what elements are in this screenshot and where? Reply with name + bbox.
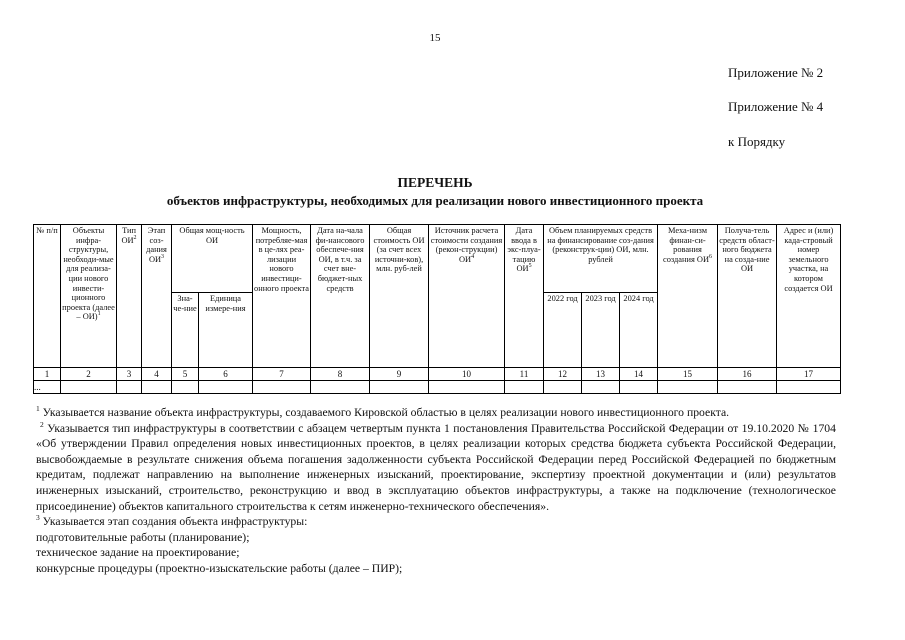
stage-line-3: конкурсные процедуры (проектно-изыскательские работы (далее – ПИР); (36, 561, 403, 575)
header-group-funding: Объем планируемых средств на финансирование соз-дания (реконструк-ции) ОИ, млн. рублей (544, 225, 658, 293)
header-col-1: № п/п (34, 225, 61, 368)
stage-line-1: подготовительные работы (планирование); (36, 530, 250, 544)
header-col-10: Источник расчета стоимости создания (рекон-струкции) $ОИ^4$ (429, 225, 505, 368)
header-col-3: Тип $ОИ^2$ (117, 225, 142, 368)
header-col-11: Дата ввода в экс-плуа-тацию $ОИ^5$ (505, 225, 544, 368)
header-col-9: Общая стоимость ОИ (за счет всех источни-ков), млн. руб-лей (370, 225, 429, 368)
footnote-3: $^3$ Указывается этап создания объекта инфраструктуры: (36, 513, 308, 529)
header-col-4: Этап соз-дания $ОИ^3$ (142, 225, 172, 368)
footnote-1: $^1$ Указывается название объекта инфраструктуры, создаваемого Кировской областью в целях реализации нового инвестиционного проекта. (36, 404, 730, 419)
column-number-row: 1 2 3 4 5 6 7 8 9 10 11 12 13 14 15 16 17 (34, 368, 841, 381)
document-subtitle: объектов инфраструктуры, необходимых для реализации нового инвестиционного проекта (166, 193, 704, 208)
header-col-13: 2023 год (582, 293, 620, 368)
header-group-capacity: Общая мощ-ность ОИ (172, 225, 253, 293)
header-col-7: Мощность, потребляе-мая в це-лях реа-лизации нового инвестици-онного проекта (253, 225, 311, 368)
footnotes (36, 405, 836, 577)
page-number: 15 (429, 32, 441, 44)
header-col-6: Единица измере-ния (199, 293, 253, 368)
table-row (34, 381, 841, 394)
header-col-17: Адрес и (или) када-стровый номер земельного участка, на котором создается ОИ (777, 225, 841, 368)
header-col-12: 2022 год (544, 293, 582, 368)
header-col-5: Зна-че-ние (172, 293, 199, 368)
header-col-16: Получа-тель средств област-ного бюджета на созда-ние ОИ (718, 225, 777, 368)
ellipsis-cell: ... (34, 381, 61, 394)
stage-line-2: техническое задание на проектирование; (36, 546, 240, 560)
infrastructure-table (33, 224, 841, 394)
header-col-14: 2024 год (620, 293, 658, 368)
document-title: ПЕРЕЧЕНЬ (397, 175, 473, 190)
header-col-2: Объекты инфра-структуры, необходи-мые для реализа-ции нового инвести-ционного проекта (далее – ОИ)$^1$ (61, 225, 117, 368)
appendix-line-1: Приложение № 2 (728, 65, 824, 80)
header-col-15: Меха-низм финан-си-рования создания $ОИ^6$ (658, 225, 718, 368)
appendix-line-2: Приложение № 4 (728, 99, 824, 114)
header-col-8: Дата на-чала фи-нансового обеспече-ния ОИ, в т.ч. за счет вне-бюджет-ных средств (311, 225, 370, 368)
appendix-line-3: к Порядку (728, 134, 786, 149)
footnote-2: $^2$ Указывается тип инфраструктуры в соответствии с абзацем четвертым пункта 1 постановления Правительства Российской Федерации от 19.10.2020 № 1704 «Об утверждении Правил определения новых инвестиционных проектов, в целях реализации которых средства бюджета субъекта Российской Федерации, высвобождаемые в результате снижения объема погашения задолженности субъекта Российской Федерации перед Российской Федерацией по бюджетным кредитам, подлежат направлению на выполнение инженерных изысканий, проектирование, экспертизу проектной документации и (или) результатов инженерных изысканий, строительство, реконструкцию и ввод в эксплуатацию объектов инфраструктуры, а также на подключение (технологическое присоединение) объектов капитального строительства к сетям инженерно-технического обеспечения». (36, 419, 836, 513)
